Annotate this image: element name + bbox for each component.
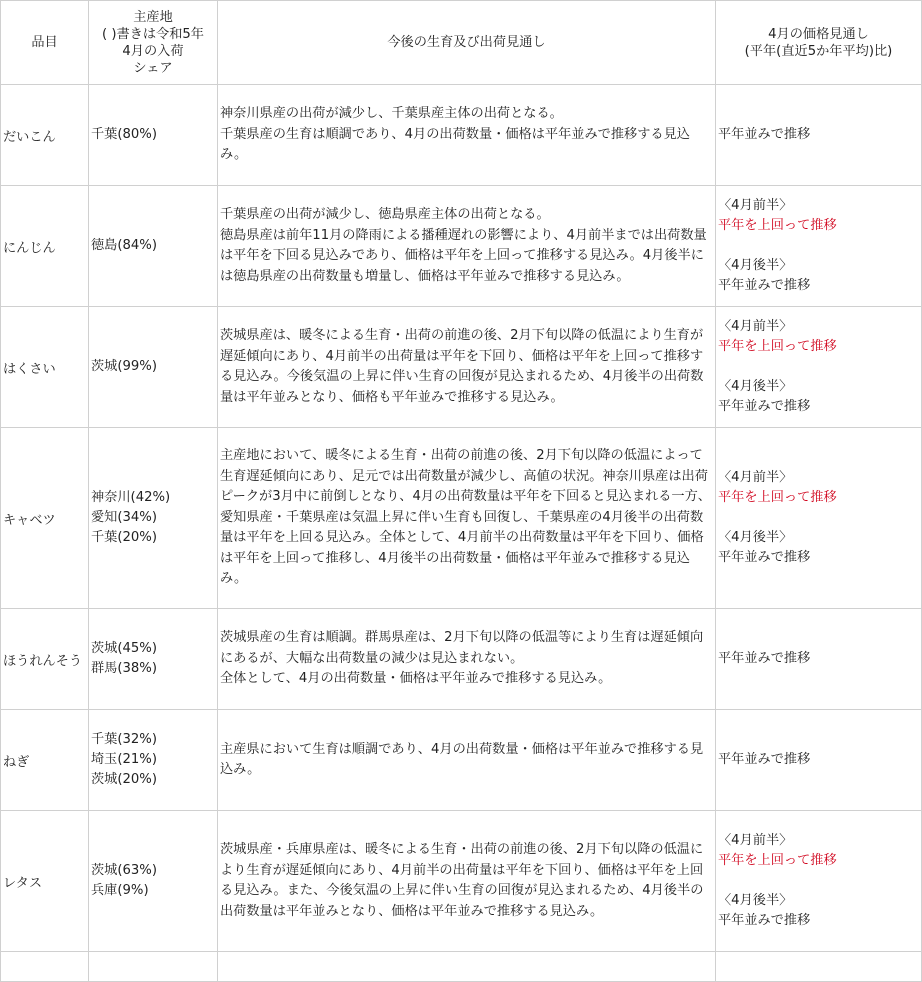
outlook-text [218, 609, 716, 710]
header-price-line: (平年(直近5か年平均)比) [744, 43, 893, 59]
item-name: ねぎ [1, 710, 89, 811]
header-origin-line: 主産地 [133, 9, 173, 25]
outlook-text: 主産地において、暖冬による生育・出荷の前進の後、2月下旬以降の低温によって生育遅延傾向にあり、足元では出荷数量が減少し、高値の状況。神奈川県産は出荷ピークが3月中に前倒しとなり、4月の出荷数量は平年を下回ると見込まれる一方、愛知県産・千葉県産は気温上昇に伴い生育も回復し、千葉県産の4月後半の出荷数量は平年を上回る見込み。全体として、4月前半の出荷数量は平年を下回り、価格は平年を上回って推移し、4月後半の出荷数量・価格は平年並みで推移する見込み。 [218, 428, 716, 609]
item-name: ほうれんそう [1, 609, 89, 710]
header-origin-line: 4月の入荷 [122, 43, 184, 59]
table-row [1, 428, 922, 609]
origin-share: 千葉(20%) [91, 530, 157, 545]
first-half-price: 平年を上回って推移 [718, 490, 837, 505]
origin-cell [89, 710, 218, 811]
second-half-price: 平年並みで推移 [718, 550, 811, 565]
first-half-price: 平年を上回って推移 [718, 853, 837, 868]
origin-share: 茨城(20%) [91, 772, 157, 787]
outlook-text: 主産県において生育は順調であり、4月の出荷数量・価格は平年並みで推移する見込み。 [218, 710, 716, 811]
header-outlook: 今後の生育及び出荷見通し [218, 1, 716, 85]
outlook-paragraph: 千葉県産の生育は順調であり、4月の出荷数量・価格は平年並みで推移する見込み。 [220, 126, 690, 163]
table-row [1, 85, 922, 186]
origin-cell [89, 811, 218, 952]
table-row [1, 186, 922, 307]
price-outlook [716, 428, 922, 609]
item-name: にんじん [1, 186, 89, 307]
origin-cell [89, 85, 218, 186]
second-half-price: 平年並みで推移 [718, 399, 811, 414]
origin-cell [89, 609, 218, 710]
table-row [1, 609, 922, 710]
price-outlook: 平年並みで推移 [716, 85, 922, 186]
price-outlook [716, 307, 922, 428]
header-price-line: 4月の価格見通し [768, 26, 869, 42]
header-origin [89, 1, 218, 85]
table-row [1, 811, 922, 952]
header-origin-line: ( )書きは令和5年 [102, 26, 204, 42]
first-half-price: 平年を上回って推移 [718, 218, 837, 233]
origin-share: 茨城(99%) [91, 359, 157, 374]
first-half-label: 〈4月前半〉 [718, 833, 793, 848]
item-name: だいこん [1, 85, 89, 186]
origin-cell [89, 307, 218, 428]
header-price [716, 1, 922, 85]
origin-share: 千葉(32%) [91, 732, 157, 747]
second-half-label: 〈4月後半〉 [718, 379, 793, 394]
outlook-paragraph: 神奈川県産の出荷が減少し、千葉県産主体の出荷となる。 [220, 106, 563, 122]
table-row [1, 710, 922, 811]
origin-share: 千葉(80%) [91, 127, 157, 142]
price-outlook [716, 811, 922, 952]
origin-share: 茨城(63%) [91, 863, 157, 878]
table-row [1, 307, 922, 428]
origin-share: 群馬(38%) [91, 661, 157, 676]
second-half-price: 平年並みで推移 [718, 278, 811, 293]
first-half-label: 〈4月前半〉 [718, 470, 793, 485]
price-outlook: 平年並みで推移 [716, 609, 922, 710]
second-half-price: 平年並みで推移 [718, 913, 811, 928]
item-name: レタス [1, 811, 89, 952]
origin-share: 愛知(34%) [91, 510, 157, 525]
outlook-paragraph: 茨城県産の生育は順調。群馬県産は、2月下旬以降の低温等により生育は遅延傾向にあるが、大幅な出荷数量の減少は見込まれない。 [220, 630, 704, 666]
header-origin-line: シェア [133, 60, 173, 76]
outlook-paragraph: 全体として、4月の出荷数量・価格は平年並みで推移する見込み。 [220, 671, 612, 687]
origin-share: 兵庫(9%) [91, 883, 149, 898]
outlook-text: 茨城県産・兵庫県産は、暖冬による生育・出荷の前進の後、2月下旬以降の低温により生育が遅延傾向にあり、4月前半の出荷量は平年を下回り、価格は平年を上回る見込み。また、今後気温の上昇に伴い生育の回復が見込まれるため、4月後半の出荷数量は平年並みとなり、価格は平年並みで推移する見込み。 [218, 811, 716, 952]
second-half-label: 〈4月後半〉 [718, 258, 793, 273]
origin-share: 埼玉(21%) [91, 752, 157, 767]
first-half-label: 〈4月前半〉 [718, 198, 793, 213]
header-item: 品目 [1, 1, 89, 85]
origin-cell [89, 428, 218, 609]
origin-share: 徳島(84%) [91, 238, 157, 253]
outlook-paragraph: 徳島県産は前年11月の降雨による播種遅れの影響により、4月前半までは出荷数量は平年を下回る見込みであり、価格は平年を上回って推移する見込み。4月後半には徳島県産の出荷数量も増量し、価格は平年並みで推移する見込み。 [220, 227, 707, 284]
first-half-label: 〈4月前半〉 [718, 319, 793, 334]
price-outlook [716, 186, 922, 307]
table-row-partial [1, 952, 922, 982]
price-outlook: 平年並みで推移 [716, 710, 922, 811]
item-name: はくさい [1, 307, 89, 428]
origin-share: 神奈川(42%) [91, 490, 171, 505]
outlook-text: 茨城県産は、暖冬による生育・出荷の前進の後、2月下旬以降の低温により生育が遅延傾向にあり、4月前半の出荷量は平年を下回り、価格は平年を上回って推移する見込み。今後気温の上昇に伴い生育の回復が見込まれるため、4月後半の出荷数量は平年並みとなり、価格も平年並みで推移する見込み。 [218, 307, 716, 428]
second-half-label: 〈4月後半〉 [718, 530, 793, 545]
origin-cell [89, 186, 218, 307]
outlook-text [218, 186, 716, 307]
second-half-label: 〈4月後半〉 [718, 893, 793, 908]
outlook-text [218, 85, 716, 186]
origin-share: 茨城(45%) [91, 641, 157, 656]
item-name: キャベツ [1, 428, 89, 609]
outlook-paragraph: 千葉県産の出荷が減少し、徳島県産主体の出荷となる。 [220, 207, 550, 222]
header-row [1, 1, 922, 85]
first-half-price: 平年を上回って推移 [718, 339, 837, 354]
